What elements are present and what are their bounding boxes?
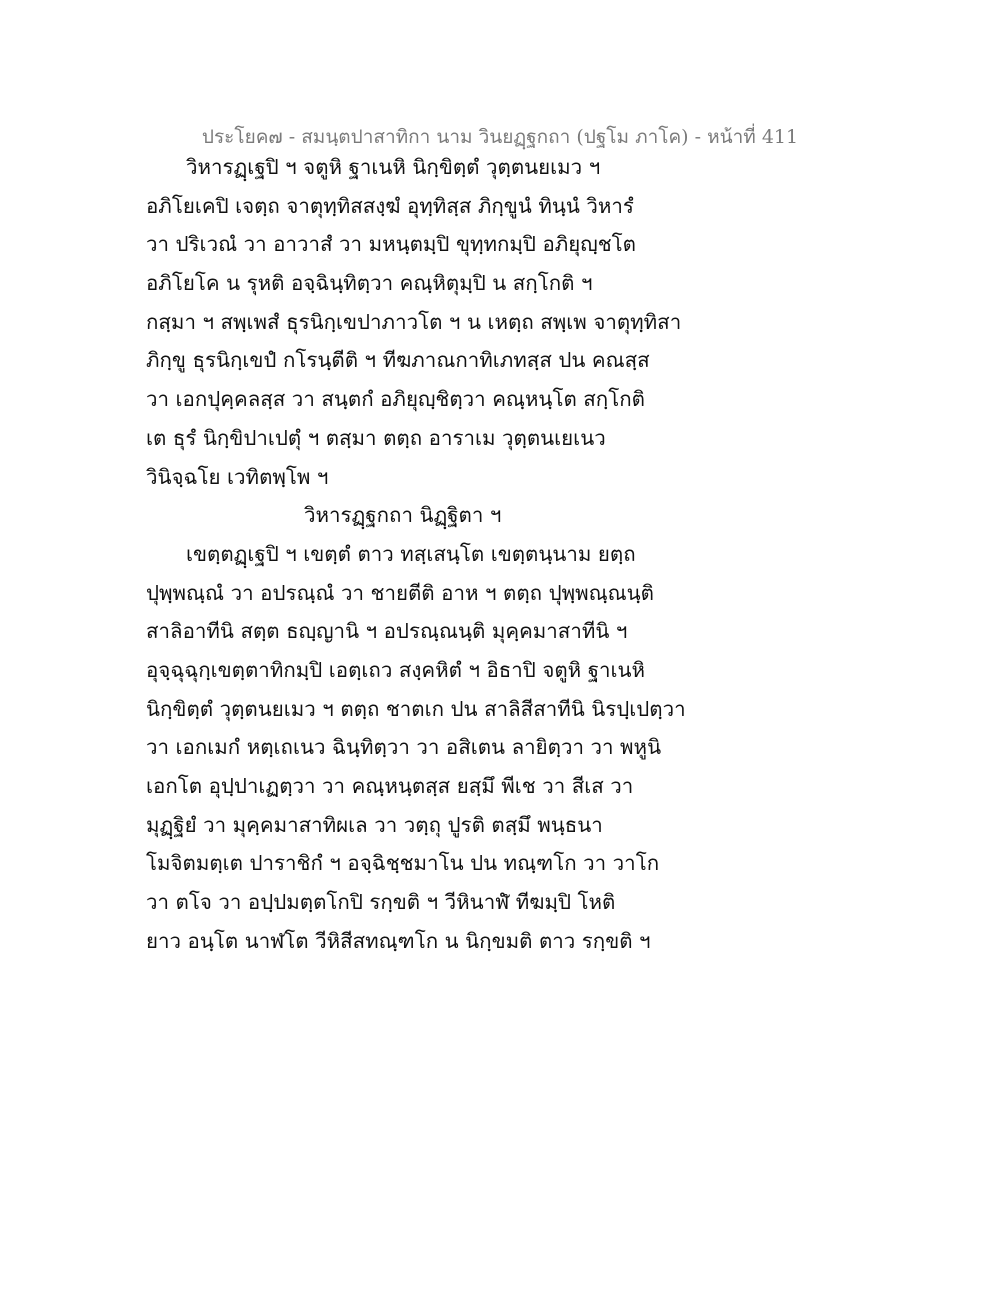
text-line: โมจิตมตฺเต ปาราชิกํ ฯ อจฺฉิชฺชมาโน ปน ทณฺฑโก วา วาโก <box>146 851 660 876</box>
text-line: วา ตโจ วา อปฺปมตฺตโกปิ รกฺขติ ฯ วีหินาฬํ ทีฆมฺปิ โหติ <box>146 890 616 915</box>
text-line: วา เอกเมกํ หตฺเถเนว ฉินฺทิตฺวา วา อสิเตน ลายิตฺวา วา พหูนิ <box>146 735 662 760</box>
text-line: มุฏฺฐิยํ วา มุคฺคมาสาทิผเล วา วตฺถุ ปูรติ ตสฺมึ พนฺธนา <box>146 812 603 837</box>
page-body <box>146 148 706 960</box>
running-header: ประโยค๗ - สมนฺตปาสาทิกา นาม วินยฏฺฐกถา (ปฐโม ภาโค) - หน้าที่ 411 <box>201 126 799 148</box>
text-line: วา ปริเวณํ วา อาวาสํ วา มหนฺตมฺปิ ขุทฺทกมฺปิ อภิยุญฺชโต <box>146 232 636 257</box>
section-end-title: วิหารฏฺฐกถา นิฏฺฐิตา ฯ <box>304 503 502 528</box>
text-line: วา เอกปุคฺคลสฺส วา สนฺตกํ อภิยุญฺชิตฺวา คณฺหนฺโต สกฺโกติ <box>146 387 645 412</box>
text-line: กสฺมา ฯ สพฺเพสํ ธุรนิกฺเขปาภาวโต ฯ น เหตฺถ สพฺเพ จาตุทฺทิสา <box>146 309 682 334</box>
text-line: สาลิอาทีนิ สตฺต ธญฺญานิ ฯ อปรณฺณนฺติ มุคฺคมาสาทีนิ ฯ <box>146 619 628 644</box>
text-line: นิกฺขิตฺตํ วุตฺตนยเมว ฯ ตตฺถ ชาตเก ปน สาลิสีสาทีนิ นิรปฺเปตฺวา <box>146 696 686 721</box>
text-line: อุจฺฉุฉุกฺเขตฺตาทิกมฺปิ เอตฺเถว สงฺคหิตํ ฯ อิธาปิ จตูหิ ฐาเนหิ <box>146 657 646 682</box>
text-line: อภิโยโค น รุหติ อจฺฉินฺทิตฺวา คณฺหิตุมฺปิ น สกฺโกติ ฯ <box>146 271 593 296</box>
text-line: วินิจฺฉโย เวทิตพฺโพ ฯ <box>146 464 329 489</box>
text-line: เอกโต อุปฺปาเฏตฺวา วา คณฺหนฺตสฺส ยสฺมึ พีเช วา สีเส วา <box>146 774 634 798</box>
text-line: ภิกฺขู ธุรนิกฺเขปํ กโรนฺตีติ ฯ ทีฆภาณกาทิเภทสฺส ปน คณสฺส <box>146 348 650 373</box>
text-line: อภิโยเคปิ เจตฺถ จาตุทฺทิสสงฺฆํ อุทฺทิสฺส ภิกฺขูนํ ทินฺนํ วิหารํ <box>146 193 634 218</box>
text-line: เขตฺตฏฺเฐปิ ฯ เขตฺตํ ตาว ทสฺเสนฺโต เขตฺตนฺนาม ยตฺถ <box>186 541 636 566</box>
text-line: ปุพฺพณฺณํ วา อปรณฺณํ วา ชายตีติ อาห ฯ ตตฺถ ปุพฺพณฺณนฺติ <box>146 580 654 605</box>
text-line: เต ธุรํ นิกฺขิปาเปตุํ ฯ ตสฺมา ตตฺถ อาราเม วุตฺตนเยเนว <box>146 425 606 450</box>
text-line: วิหารฏฺเฐปิ ฯ จตูหิ ฐาเนหิ นิกฺขิตฺตํ วุตฺตนยเมว ฯ <box>186 155 601 179</box>
text-line: ยาว อนฺโต นาฬโต วีหิสีสทณฺฑโก น นิกฺขมติ ตาว รกฺขติ ฯ <box>146 928 651 953</box>
